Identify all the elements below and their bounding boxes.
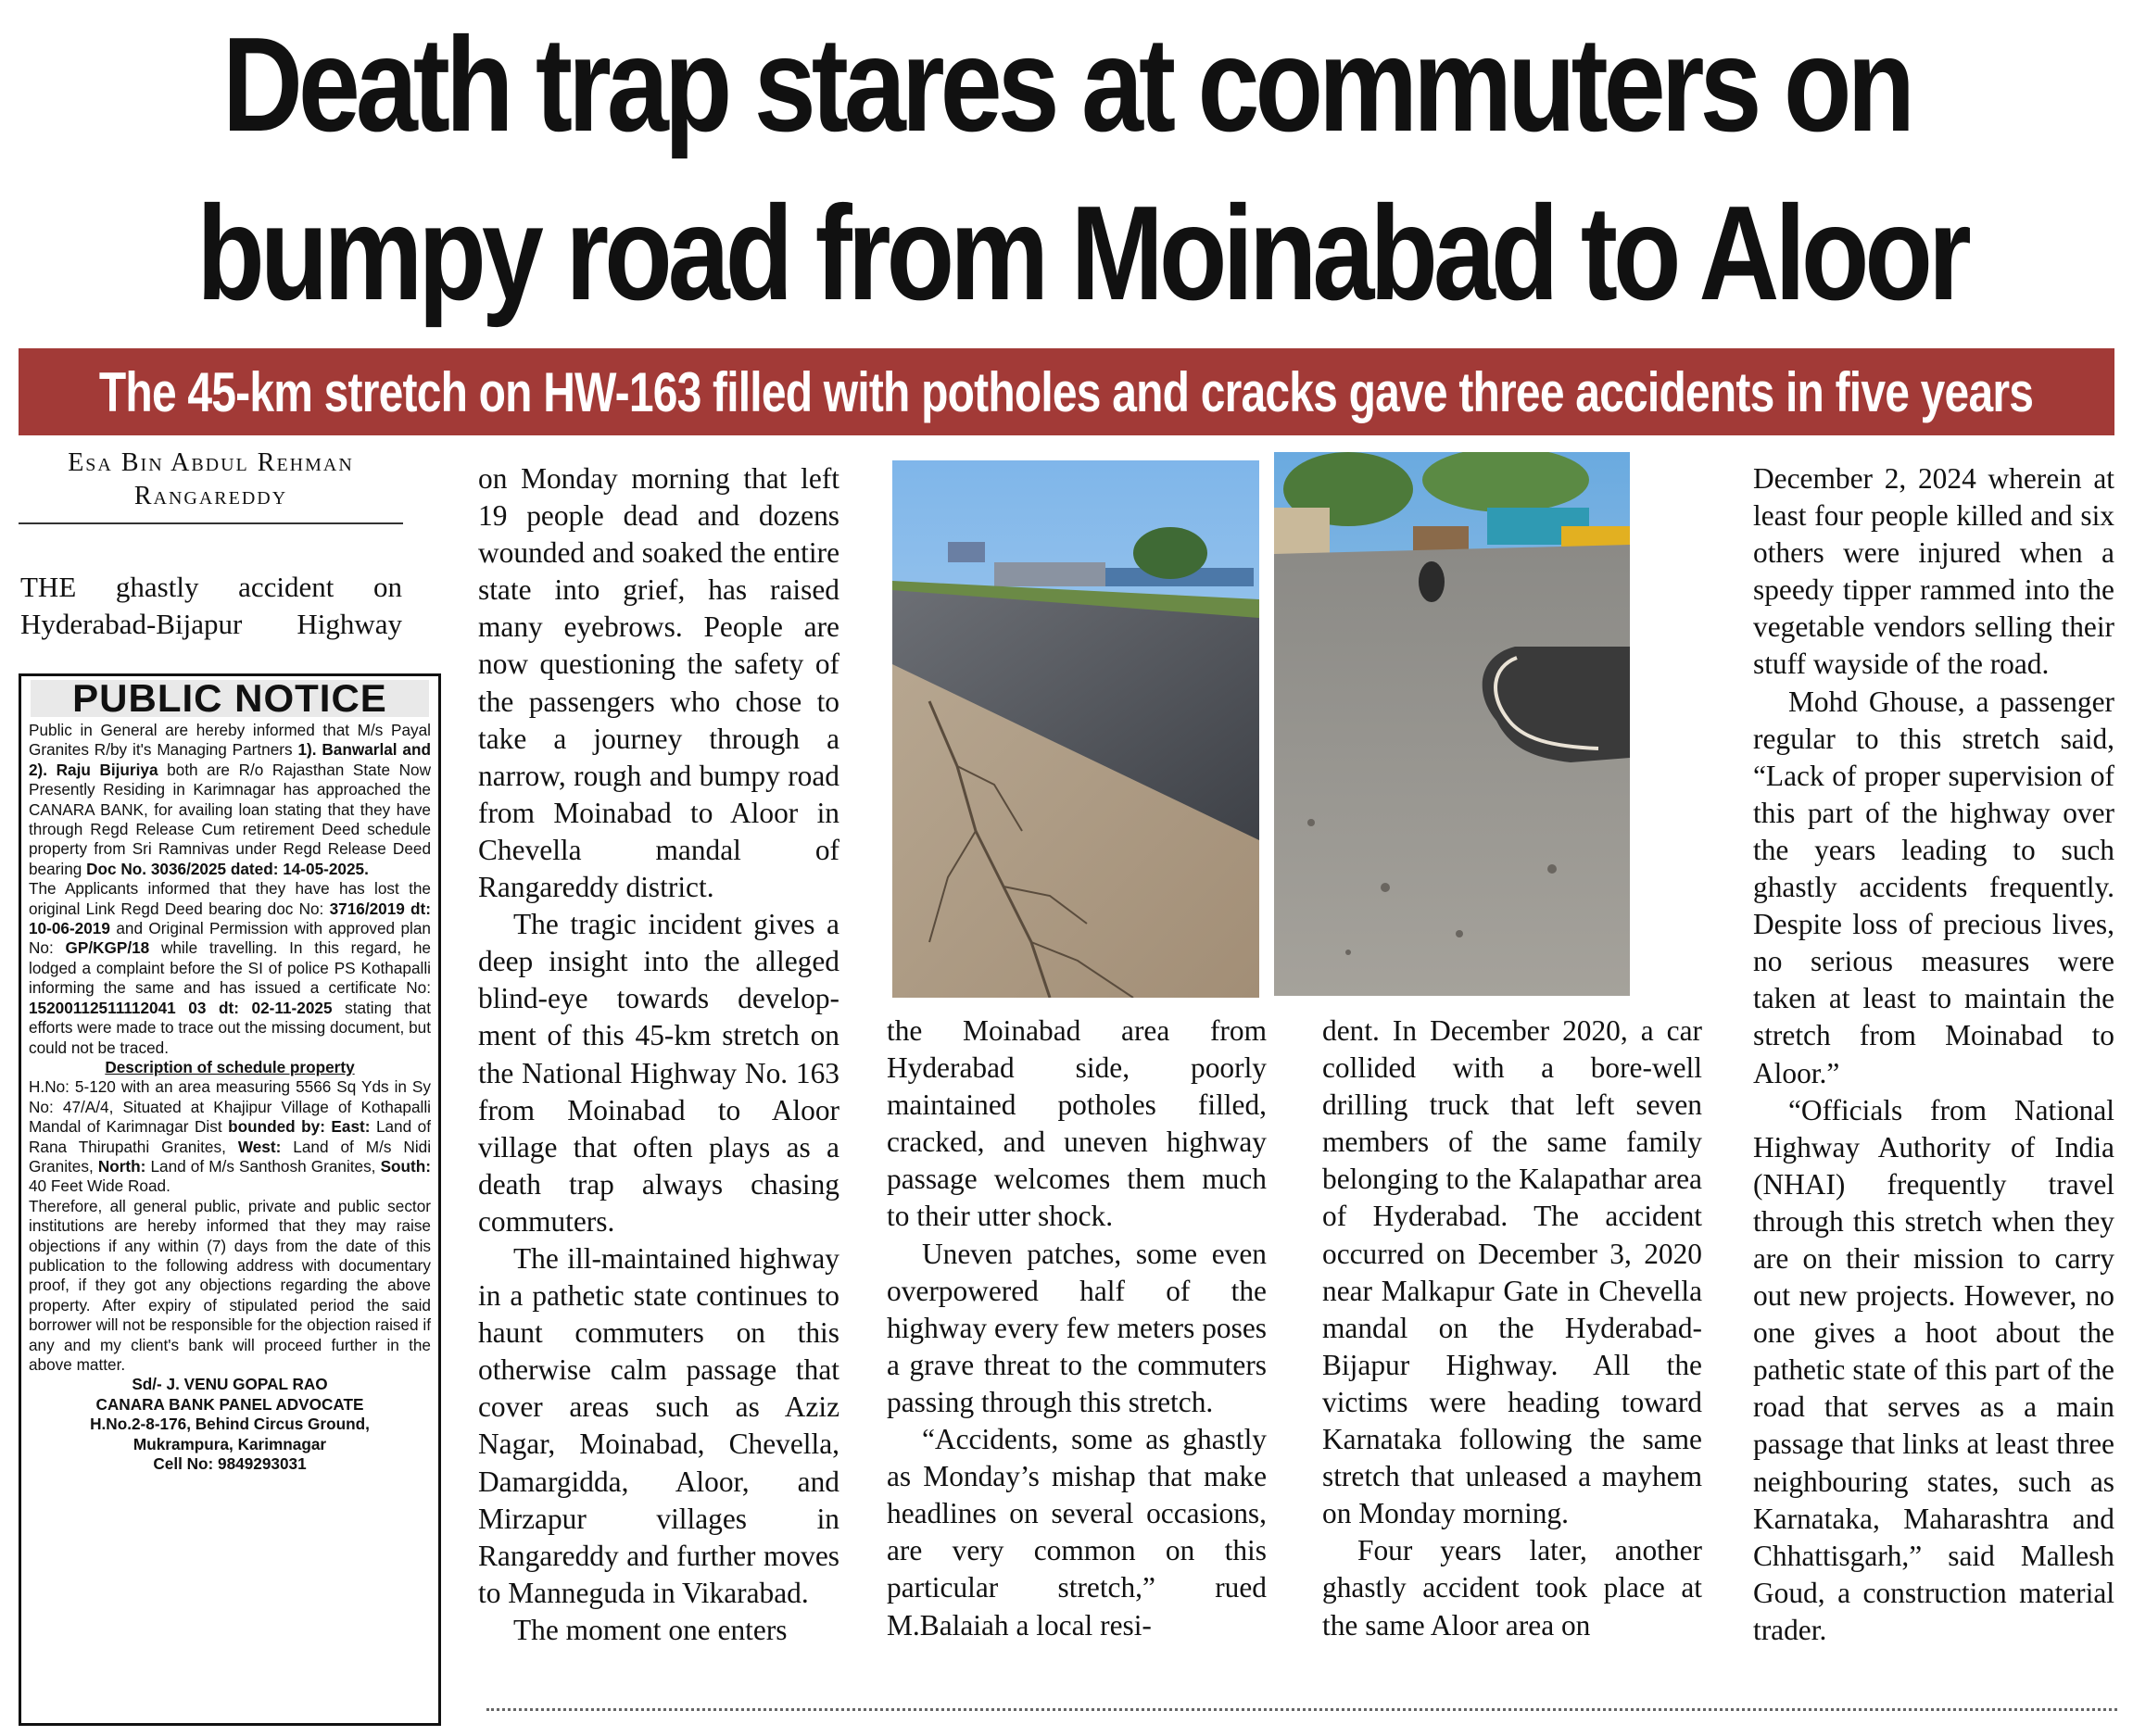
article-paragraph: the Moinabad area from Hyderabad side, poorly maintained potholes filled, cracked, and uneven highway passage welcomes them much to their utter shock.: [887, 1014, 1267, 1233]
notice-paragraph-run: stating that efforts were made to trace out the missing document, but could not be traced.: [29, 998, 431, 1057]
article-paragraph: The tragic incident gives a deep insight into the alleged blind-eye towards development of this 45-km stretch on the National Highway No. 163 from Moinabad to Aloor village that often plays as a death trap always chasing commuters.: [478, 908, 839, 1238]
notice-paragraph-run: Doc No. 3036/2025 dated: 14-05-2025.: [86, 859, 369, 878]
notice-paragraph-run: while travelling. In this regard, he lodged a complaint before the SI of police PS Kothapalli informing the same and has issued a certificate No:: [29, 938, 431, 998]
article-paragraph: Mohd Ghouse, a passenger regular to this stretch said, “Lack of proper supervision of this part of the highway over the years leading to such ghastly accidents frequently. Despite loss of precious lives, no serious measures were taken at least to maintain the stretch from Moinabad to Aloor.”: [1753, 685, 2114, 1089]
notice-closing: Therefore, all general public, private and public sector institutions are hereby informed that they may raise objections if any within (7) days from the date of this publication to the following address with documentary proof, if they got any objections regarding the above property. After expiry of stipulated period the said borrower will not be responsible for the objection raised if any and my client's bank will proceed further in the above matter.: [29, 1196, 431, 1374]
intro-paragraph: THE ghastly accident on Hyderabad-Bijapur Highway: [20, 571, 402, 640]
notice-schedule: [29, 1077, 431, 1196]
notice-signature: [29, 1375, 431, 1474]
article-paragraph: December 2, 2024 wherein at least four people killed and six others were injured when a speedy tipper rammed into the vegetable vendors selling their stuff wayside of the road.: [1753, 462, 2114, 681]
article-column-5: [1753, 460, 2114, 1649]
headline: [196, 0, 1967, 337]
bottom-rule: [486, 1708, 2117, 1711]
notice-paragraph-run: The Applicants informed that they have has lost the original Link Regd Deed bearing doc No:: [29, 879, 431, 918]
byline-place: Rangareddy: [133, 482, 288, 510]
notice-paragraph-run: and Original Permission with approved plan No:: [29, 919, 431, 958]
article-paragraph: Uneven patches, some even overpowered half of the highway every few meters poses a grave threat to the commuters passing through this stretch.: [887, 1237, 1267, 1418]
article-paragraph: The moment one enters: [513, 1613, 788, 1646]
byline: [19, 447, 403, 524]
notice-signature-line: Cell No: 9849293031: [153, 1454, 307, 1474]
notice-paragraph: [29, 879, 431, 1058]
photo-cracked-road: [892, 460, 1259, 998]
notice-paragraph-run: 1). Banwarlal and 2). Raju Bijuriya: [29, 740, 431, 779]
byline-author: Esa Bin Abdul Rehman: [68, 448, 354, 477]
notice-schedule-run: Land of M/s Santhosh Granites,: [145, 1156, 381, 1176]
headline-line-2: bumpy road from Moinabad to Aloor: [196, 178, 1967, 328]
notice-title: PUBLIC NOTICE: [31, 680, 429, 717]
notice-signature-line: CANARA BANK PANEL ADVOCATE: [95, 1394, 364, 1414]
article-paragraph: “Officials from National Highway Authority of India (NHAI) frequently travel through this stretch when they are on their mission to carry out new projects. However, no one gives a hoot about the pathetic state of this part of the road that serves as a main passage that links at least three neighbouring states, such as Karnataka, Maharashtra and Chhattisgarh,” said Mallesh Goud, a construction material trader.: [1753, 1093, 2114, 1646]
notice-schedule-run: Land of Rana Thirupathi Granites,: [29, 1117, 431, 1156]
notice-schedule-run: H.No: 5-120 with an area measuring 5566 Sq Yds in Sy No: 47/A/4, Situated at Khajipur Village of Kothapalli Mandal of Karimnagar Dist: [29, 1077, 431, 1137]
article-paragraph: dent. In December 2020, a car collided with a bore-well drilling truck that left seven members of the same family belonging to the Kalapathar area of Hyderabad. The accident occurred on December 3, 2020 near Malkapur Gate in Chevella mandal on the Hyderabad-Bijapur Highway. All the victims were heading toward Karnataka following the same stretch that unleased a mayhem on Monday morning.: [1322, 1014, 1702, 1530]
notice-paragraph-run: Public in General are hereby informed that M/s Payal Granites R/by it's Managing Partners: [29, 721, 431, 760]
article-column-4: [1322, 1013, 1702, 1644]
article-paragraph: The ill-maintained highway in a pathetic state continues to haunt commuters on this otherwise calm passage that cover areas such as Aziz Nagar, Moinabad, Chevella, Damargidda, Aloor, and Mirzapur villages in Rangareddy and further moves to Manneguda in Vikarabad.: [478, 1241, 839, 1609]
article-column-2: [478, 460, 839, 1649]
deck-banner: [19, 348, 2114, 435]
notice-paragraph-run: 15200112511112041 03 dt: 02-11-2025: [29, 998, 333, 1017]
article-column-3: [887, 1013, 1267, 1644]
notice-schedule-run: bounded by: East:: [228, 1117, 371, 1137]
notice-body: [29, 721, 431, 1058]
notice-signature-line: H.No.2-8-176, Behind Circus Ground,: [90, 1415, 370, 1434]
photo-pothole-road-image: [1274, 452, 1630, 996]
public-notice: [19, 673, 441, 1726]
deck-text: The 45-km stretch on HW-163 filled with potholes and cracks gave three accidents in five years: [99, 360, 2034, 423]
headline-line-1: Death trap stares at commuters on: [221, 9, 1912, 159]
photo-pothole-road: [1274, 452, 1630, 996]
notice-paragraph-run: both are R/o Rajasthan State Now Presently Residing in Karimnagar has approached the CANARA BANK, for availing loan stating that they have through Regd Release Cum retirement Deed schedule property from Sri Ramnivas under Regd Release Deed bearing: [29, 760, 431, 878]
notice-schedule-heading: Description of schedule property: [105, 1057, 355, 1076]
notice-schedule-run: North:: [97, 1156, 146, 1176]
notice-schedule-run: 40 Feet Wide Road.: [29, 1176, 170, 1196]
notice-schedule-run: Land of M/s Nidi Granites,: [29, 1137, 432, 1176]
notice-paragraph-run: GP/KGP/18: [65, 938, 150, 958]
notice-paragraph: [29, 721, 431, 879]
article-paragraph: Four years later, another ghastly accident took place at the same Aloor area on: [1322, 1534, 1702, 1642]
notice-signature-line: Mukrampura, Karimnagar: [133, 1434, 327, 1453]
notice-paragraph-run: 3716/2019 dt: 10-06-2019: [29, 899, 432, 938]
article-paragraph: on Monday morning that left 19 people dead and dozens wounded and soaked the entire state into grief, has raised many eyebrows. People are now questioning the safety of the passengers who chose to take a journey through a narrow, rough and bumpy road from Moinabad to Aloor in Chevella mandal of Rangareddy district.: [478, 462, 839, 904]
notice-schedule-run: West:: [237, 1137, 282, 1156]
notice-schedule-run: South:: [380, 1156, 431, 1176]
notice-signature-line: Sd/- J. VENU GOPAL RAO: [132, 1375, 328, 1394]
photo-cracked-road-image: [892, 460, 1259, 998]
article-paragraph: “Accidents, some as ghastly as Monday’s mishap that make headlines on several occasions, are very common on this particular stretch,” rued M.Balaiah a local resi-: [887, 1423, 1267, 1642]
